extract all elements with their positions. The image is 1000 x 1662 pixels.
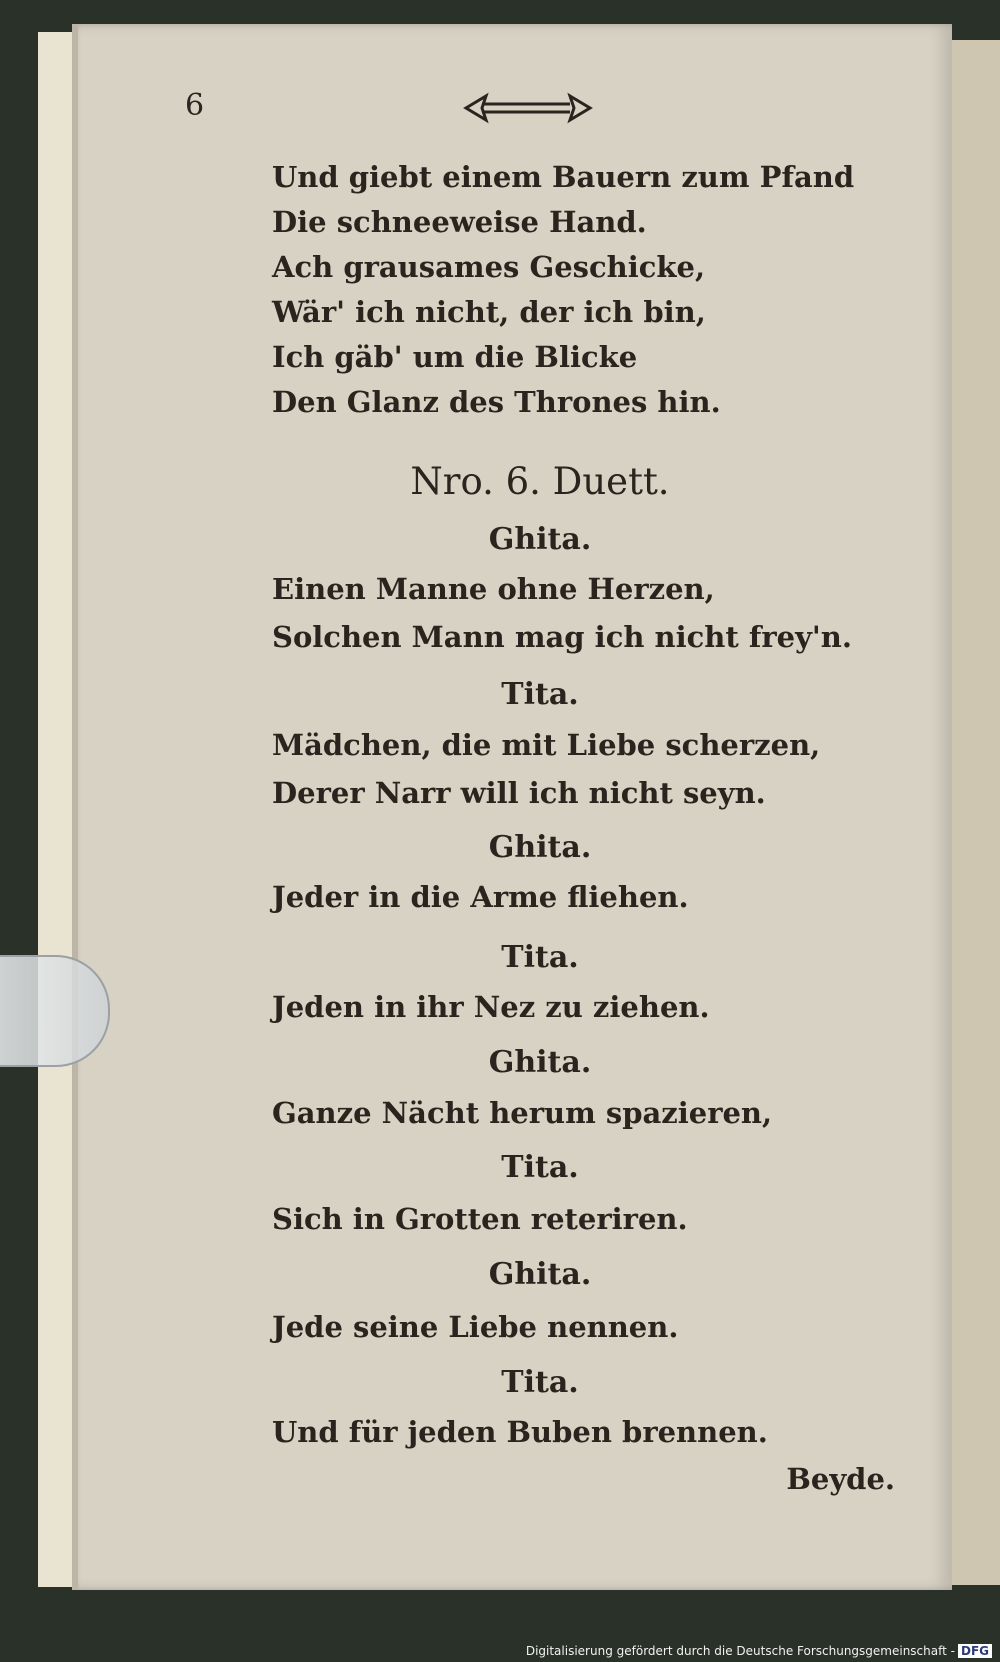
page-gutter [72, 24, 78, 1590]
verse-line: Den Glanz des Thrones hin. [272, 385, 721, 419]
verse-line: Ich gäb' um die Blicke [272, 340, 638, 374]
speaker-name: Ghita. [488, 1257, 592, 1292]
duet-line: Jeder in die Arme fliehen. [272, 880, 689, 914]
speaker-name: Ghita. [488, 1045, 592, 1080]
speaker-name: Ghita. [488, 830, 592, 865]
duet-line: Ganze Nächt herum spazieren, [272, 1096, 773, 1130]
speaker-name: Tita. [501, 940, 579, 975]
final-speaker-name: Beyde. [786, 1462, 895, 1496]
page-number: 6 [185, 88, 205, 123]
verse-line: Ach grausames Geschicke, [272, 250, 706, 284]
facing-page-edge [945, 40, 1000, 1585]
verse-line: Wär' ich nicht, der ich bin, [272, 295, 706, 329]
duet-line: Einen Manne ohne Herzen, [272, 572, 715, 606]
duet-line: Mädchen, die mit Liebe scherzen, [272, 728, 821, 762]
duet-line: Jede seine Liebe nennen. [272, 1310, 679, 1344]
duet-line: Solchen Mann mag ich nicht frey'n. [272, 620, 852, 654]
digitization-credit [526, 1644, 992, 1658]
duet-line: Jeden in ihr Nez zu ziehen. [272, 990, 710, 1024]
ornament-icon [458, 90, 598, 126]
credit-text: Digitalisierung gefördert durch die Deutsche Forschungsgemeinschaft - [525, 1644, 955, 1658]
speaker-name: Tita. [501, 1150, 579, 1185]
speaker-name: Ghita. [488, 522, 592, 557]
duet-line: Derer Narr will ich nicht seyn. [272, 776, 766, 810]
duet-line: Und für jeden Buben brennen. [272, 1415, 768, 1449]
section-heading: Nro. 6. Duett. [410, 460, 670, 503]
verse-line: Und giebt einem Bauern zum Pfand [272, 160, 855, 194]
verse-line: Die schneeweise Hand. [272, 205, 647, 239]
dfg-logo: DFG [958, 1644, 992, 1658]
speaker-name: Tita. [501, 1365, 579, 1400]
duet-line: Sich in Grotten reteriren. [272, 1202, 688, 1236]
speaker-name: Tita. [501, 677, 579, 712]
